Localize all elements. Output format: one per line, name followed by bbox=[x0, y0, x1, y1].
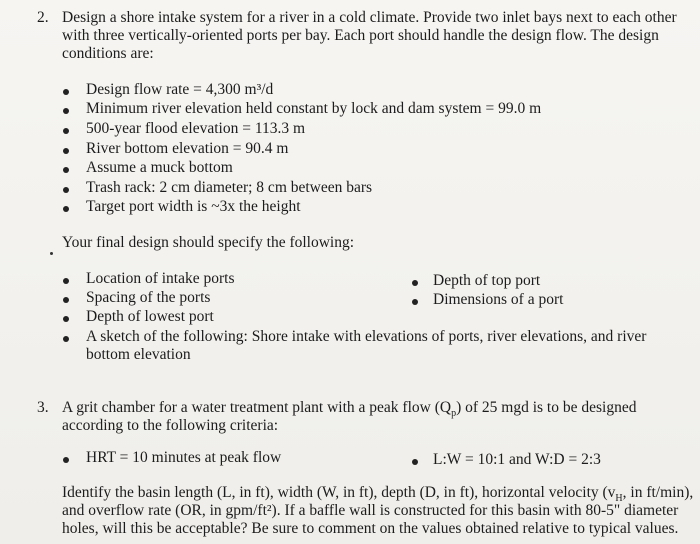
condition-port-width: Target port width is ~3x the height bbox=[86, 198, 301, 215]
question-3-body-line-1: Identify the basin length (L, in ft), width (W, in ft), depth (D, in ft), horizontal velocity ($v_H$, in ft/min), bbox=[62, 484, 694, 505]
bullet bbox=[412, 459, 418, 465]
specify-top-port-depth: Depth of top port bbox=[433, 272, 541, 289]
condition-min-river-elevation: Minimum river elevation held constant by lock and dam system = 99.0 m bbox=[86, 100, 542, 117]
question-3-body-line-3: holes, will this be acceptable? Be sure to comment on the values obtained relative to typical values. bbox=[62, 520, 679, 537]
stray-mark bbox=[50, 252, 53, 255]
specify-port-spacing: Spacing of the ports bbox=[86, 289, 211, 306]
specify-sketch-line-1: A sketch of the following: Shore intake with elevations of ports, river elevations, and river bbox=[86, 328, 647, 345]
specify-port-dimensions: Dimensions of a port bbox=[433, 291, 564, 308]
bullet bbox=[412, 280, 418, 286]
criteria-hrt: HRT = 10 minutes at peak flow bbox=[86, 449, 282, 466]
question-2-number: 2. bbox=[37, 9, 49, 26]
condition-river-bottom: River bottom elevation = 90.4 m bbox=[86, 140, 289, 157]
bullet bbox=[63, 297, 69, 303]
bullet bbox=[63, 336, 69, 342]
bullet bbox=[63, 167, 69, 173]
bullet bbox=[63, 187, 69, 193]
bullet bbox=[63, 148, 69, 154]
bullet bbox=[63, 206, 69, 212]
bullet bbox=[63, 278, 69, 284]
bullet bbox=[63, 128, 69, 134]
question-3-intro-line-1: A grit chamber for a water treatment plant with a peak flow $(Q_p)$ of 25 mgd is to be designed bbox=[62, 399, 637, 420]
bullet bbox=[63, 89, 69, 95]
bullet bbox=[412, 299, 418, 305]
final-design-intro: Your final design should specify the following: bbox=[62, 234, 355, 251]
criteria-ratios: L:W = 10:1 and W:D = 2:3 bbox=[433, 451, 601, 468]
condition-trash-rack: Trash rack: 2 cm diameter; 8 cm between bars bbox=[86, 179, 373, 196]
question-2-intro-line-1: Design a shore intake system for a river in a cold climate. Provide two inlet bays next to each other bbox=[62, 9, 677, 26]
question-2-intro-line-3: conditions are: bbox=[62, 45, 154, 62]
question-3-number: 3. bbox=[37, 399, 49, 416]
specify-sketch-line-2: bottom elevation bbox=[86, 346, 191, 363]
bullet bbox=[63, 108, 69, 114]
bullet bbox=[63, 316, 69, 322]
question-3-body-line-2: and overflow rate (OR, in gpm/ft²). If a baffle wall is constructed for this basin with 80-5" diameter bbox=[62, 502, 679, 519]
condition-flood-elevation: 500-year flood elevation = 113.3 m bbox=[86, 120, 306, 137]
condition-muck-bottom: Assume a muck bottom bbox=[86, 159, 233, 176]
question-2-intro-line-2: with three vertically-oriented ports per bay. Each port should handle the design flow. The design bbox=[62, 27, 659, 44]
specify-intake-location: Location of intake ports bbox=[86, 270, 235, 287]
condition-design-flow: Design flow rate = 4,300 m³/d bbox=[86, 81, 274, 98]
specify-lowest-port-depth: Depth of lowest port bbox=[86, 308, 214, 325]
question-3-intro-line-2: according to the following criteria: bbox=[62, 417, 279, 434]
bullet bbox=[63, 457, 69, 463]
